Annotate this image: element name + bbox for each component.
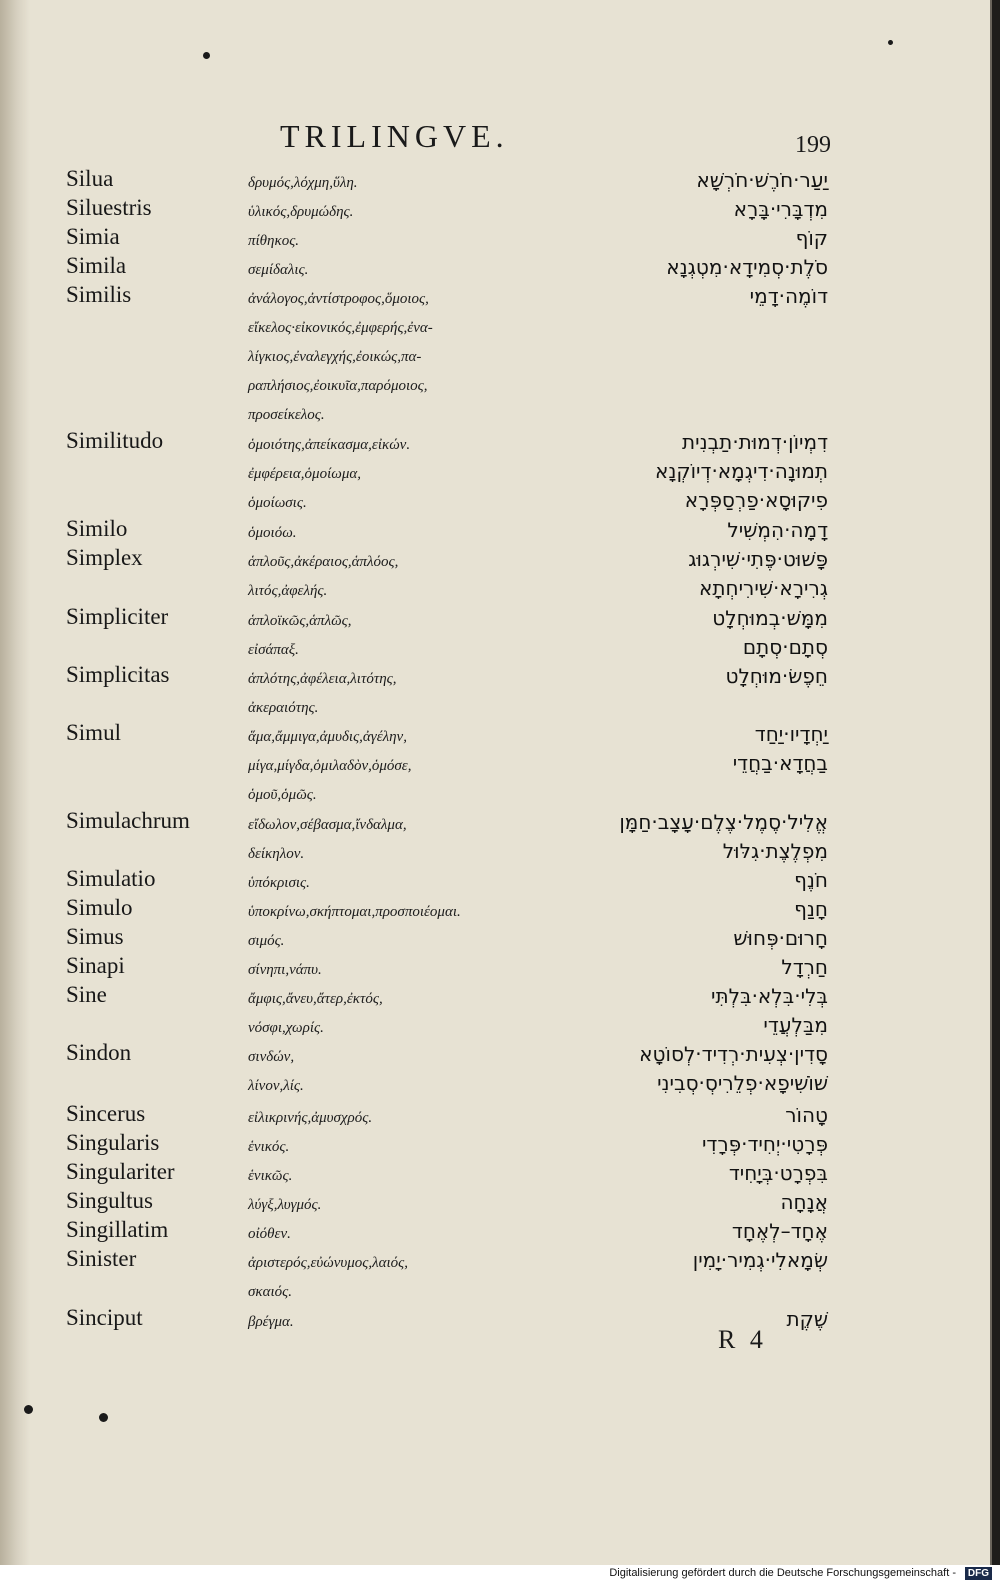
hebrew-equivalents xyxy=(711,982,828,1040)
latin-headword: Simia xyxy=(66,224,120,249)
latin-headword: Sine xyxy=(66,982,107,1007)
hebrew-equivalents xyxy=(733,720,828,778)
hebrew-line: יַעַר·חֹרֶשׁ·חֹרְשָׁא xyxy=(696,168,828,192)
hebrew-line: מִדְבָּרִי·בָּרָא xyxy=(733,197,828,221)
hebrew-line: פִיקוּסָא·פַרְסַפְּרָא xyxy=(684,488,828,512)
page-number: 199 xyxy=(795,132,831,158)
greek-line: προσείκελος. xyxy=(248,407,325,423)
greek-line: ὁμοῦ,ὁμῶς. xyxy=(248,787,317,803)
hebrew-line: מִמָּשׁ·בְמוּחְלָט xyxy=(712,606,828,630)
greek-equivalents xyxy=(248,169,358,198)
greek-equivalents xyxy=(248,431,410,518)
greek-line: λύγξ,λυγμός. xyxy=(248,1197,322,1213)
greek-line: ἄμφις,ἄνευ,ἄτερ,ἐκτός, xyxy=(248,991,383,1007)
hebrew-equivalents xyxy=(655,428,828,515)
hebrew-equivalents xyxy=(702,1130,828,1159)
hebrew-line: סָדִין·צְעִית·רְדִיד·לְסוֹטָא xyxy=(639,1042,828,1066)
greek-equivalents xyxy=(248,956,322,985)
greek-equivalents xyxy=(248,519,297,548)
hebrew-equivalents xyxy=(785,1101,828,1130)
hebrew-line: חֵפֶשׂ·מוּחְלָט xyxy=(725,664,828,688)
hebrew-equivalents xyxy=(786,1305,828,1334)
hebrew-line: דוֹמֶה·דָמֵי xyxy=(749,284,828,308)
greek-line: σιμός. xyxy=(248,933,285,949)
greek-line: δείκηλον. xyxy=(248,846,305,862)
running-head: TRILINGVE. xyxy=(280,118,509,154)
greek-equivalents xyxy=(248,256,308,285)
greek-line: εἴδωλον,σέβασμα,ἴνδαλμα, xyxy=(248,817,407,833)
hebrew-line: סְתָם·סְתָם xyxy=(742,635,828,659)
greek-equivalents xyxy=(248,723,411,810)
latin-headword: Simila xyxy=(66,253,127,278)
hebrew-line: סֹלֶת·סְמִידָא·מִטְגְנָא xyxy=(666,255,828,279)
hebrew-equivalents xyxy=(727,516,828,545)
greek-line: νόσφι,χωρίς. xyxy=(248,1020,324,1036)
greek-line: δρυμός,λόχμη,ὕλη. xyxy=(248,175,358,191)
hebrew-equivalents xyxy=(619,808,828,866)
greek-equivalents xyxy=(248,1162,292,1191)
latin-headword: Simplex xyxy=(66,545,143,570)
hebrew-equivalents xyxy=(750,282,828,311)
greek-equivalents xyxy=(248,227,299,256)
greek-line: σκαιός. xyxy=(248,1284,292,1300)
greek-line: ραπλήσιος,ἐοικυῖα,παρόμοιος, xyxy=(248,378,428,394)
hebrew-line: גְרִירָא·שִׁירִיחְתָא xyxy=(698,576,828,600)
hebrew-line: בְּלִי·בִּלְא·בִּלְתִּי xyxy=(711,984,828,1008)
hebrew-line: אֱלִיל·סֶמֶל·צֶלֶם·עָצָב·חַמָּן xyxy=(619,810,828,834)
greek-line: σεμίδαλις. xyxy=(248,262,309,278)
signature-mark: R 4 xyxy=(718,1325,767,1354)
hebrew-line: בִּפְרָט·בְּיָחִיד xyxy=(728,1161,828,1185)
hebrew-equivalents xyxy=(733,924,828,953)
greek-line: εἰλικρινής,ἀμυσχρός. xyxy=(248,1110,373,1126)
greek-equivalents xyxy=(248,1104,372,1133)
hebrew-line: מִפְלֶצֶת·גִלּוּל xyxy=(722,839,828,863)
hebrew-line: אֶחָד–לְאֶחָד xyxy=(731,1219,828,1243)
hebrew-equivalents xyxy=(781,953,828,982)
hebrew-line: יַחְדָיו·יַחַד xyxy=(754,722,828,746)
greek-line: εἴκελος·εἰκονικός,ἐμφερής,ἐνα- xyxy=(248,320,433,336)
greek-equivalents xyxy=(248,927,284,956)
greek-line: οἰόθεν. xyxy=(248,1226,291,1242)
hebrew-equivalents xyxy=(666,253,828,282)
latin-headword: Similo xyxy=(66,516,128,541)
hebrew-line: טָהוֹר xyxy=(785,1103,828,1127)
hebrew-equivalents xyxy=(688,545,828,603)
hebrew-line: שְׂמָאלִי·גְמִיר·יָמִין xyxy=(692,1248,828,1272)
latin-headword: Siluestris xyxy=(66,195,152,220)
latin-headword: Simulo xyxy=(66,895,133,920)
hebrew-line: פָּשׁוּט·פֶּתִי·שִׁירְגוּג xyxy=(688,547,828,571)
greek-equivalents xyxy=(248,285,433,430)
greek-equivalents xyxy=(248,811,407,869)
latin-headword: Sinciput xyxy=(66,1305,143,1330)
greek-line: ἑνικῶς. xyxy=(248,1168,293,1184)
greek-line: λίνον,λίς. xyxy=(248,1078,304,1094)
latin-headword: Simplicitas xyxy=(66,662,170,687)
hebrew-equivalents xyxy=(794,866,828,895)
greek-equivalents xyxy=(248,869,310,898)
hebrew-line: חַרְדָל xyxy=(781,955,828,979)
greek-equivalents xyxy=(248,1133,289,1162)
greek-equivalents xyxy=(248,1249,408,1307)
hebrew-line: שׁוֹשִׁיפָא·פְלֵרִיסְ·סְבִינִי xyxy=(657,1071,828,1095)
latin-headword: Similis xyxy=(66,282,132,307)
hebrew-equivalents xyxy=(693,1246,828,1275)
hebrew-equivalents xyxy=(639,1040,828,1098)
greek-line: μίγα,μίγδα,ὁμιλαδὸν,ὁμόσε, xyxy=(248,758,412,774)
greek-line: ἀνάλογος,ἀντίστροφος,ὅμοιος, xyxy=(248,291,429,307)
latin-headword: Singillatim xyxy=(66,1217,169,1242)
latin-headword: Sincerus xyxy=(66,1101,146,1126)
greek-equivalents xyxy=(248,607,352,665)
greek-line: ἁπλοϊκῶς,ἁπλῶς, xyxy=(248,613,352,629)
latin-headword: Silua xyxy=(66,166,114,191)
hebrew-equivalents xyxy=(732,1217,828,1246)
greek-line: εἰσάπαξ. xyxy=(248,642,299,658)
greek-equivalents xyxy=(248,548,398,606)
greek-line: λιτός,ἀφελής. xyxy=(248,583,328,599)
hebrew-line: קוֹף xyxy=(795,226,828,250)
greek-line: ἅμα,ἄμμιγα,ἀμυδις,ἀγέλην, xyxy=(248,729,407,745)
greek-line: ἁπλοῦς,ἀκέραιος,ἁπλόος, xyxy=(248,554,399,570)
greek-line: ἀριστερός,εὐώνυμος,λαιός, xyxy=(248,1255,408,1271)
hebrew-equivalents xyxy=(794,895,828,924)
hebrew-line: אֲנָחָה xyxy=(780,1190,828,1214)
hebrew-equivalents xyxy=(729,1159,828,1188)
hebrew-line: חָנַף xyxy=(794,897,828,921)
hebrew-equivalents xyxy=(734,195,828,224)
latin-headword: Similitudo xyxy=(66,428,164,453)
latin-headword: Simus xyxy=(66,924,124,949)
latin-headword: Singularis xyxy=(66,1130,160,1155)
greek-equivalents xyxy=(248,1043,304,1101)
hebrew-equivalents xyxy=(712,604,828,662)
greek-line: ὑλικός,δρυμώδης. xyxy=(248,204,354,220)
latin-headword: Sindon xyxy=(66,1040,132,1065)
funding-credit: Digitalisierung gefördert durch die Deutsche Forschungsgemeinschaft - xyxy=(609,1567,956,1579)
hebrew-equivalents xyxy=(725,662,828,691)
hebrew-line: תְמוּנָה·דִיגְמָא·דְיוֹקְנָא xyxy=(655,459,828,483)
hebrew-line: פְּרָטִי·יְחִיד·פְּרָדִי xyxy=(701,1132,828,1156)
hebrew-equivalents xyxy=(696,166,828,195)
hebrew-line: חֹנֶף xyxy=(794,868,828,892)
latin-headword: Sinapi xyxy=(66,953,125,978)
greek-line: ὁμοίωσις. xyxy=(248,495,307,511)
greek-equivalents xyxy=(248,985,383,1043)
greek-equivalents xyxy=(248,1308,294,1337)
hebrew-equivalents xyxy=(780,1188,828,1217)
greek-line: ἐμφέρεια,ὁμοίωμα, xyxy=(248,466,361,482)
latin-headword: Singulariter xyxy=(66,1159,175,1184)
greek-equivalents xyxy=(248,1191,321,1220)
latin-headword: Simulatio xyxy=(66,866,156,891)
greek-equivalents xyxy=(248,198,353,227)
greek-line: λίγκιος,ἐναλεγχής,ἐοικώς,πα- xyxy=(248,349,422,365)
greek-line: σίνηπι,νάπυ. xyxy=(248,962,322,978)
latin-headword: Simulachrum xyxy=(66,808,190,833)
greek-line: ὁμοιότης,ἀπείκασμα,εἰκών. xyxy=(248,437,411,453)
greek-line: σινδών, xyxy=(248,1049,295,1065)
latin-headword: Singultus xyxy=(66,1188,153,1213)
greek-equivalents xyxy=(248,1220,291,1249)
hebrew-equivalents xyxy=(796,224,828,253)
hebrew-line: בַחֲדָא·בַחֲדֵי xyxy=(732,751,828,775)
latin-headword: Simul xyxy=(66,720,121,745)
latin-headword: Simpliciter xyxy=(66,604,169,629)
hebrew-line: דִמְיוֹן·דְמוּת·תַבְנִית xyxy=(681,430,828,454)
greek-line: πίθηκος. xyxy=(248,233,300,249)
greek-equivalents xyxy=(248,665,397,723)
greek-line: ἑνικός. xyxy=(248,1139,290,1155)
latin-headword: Sinister xyxy=(66,1246,137,1271)
dfg-logo: DFG xyxy=(965,1567,992,1580)
greek-line: ὁμοιόω. xyxy=(248,525,297,541)
hebrew-line: חָרוּם·פְּחוּשׁ xyxy=(733,926,828,950)
hebrew-line: שֶׁקֶת xyxy=(786,1307,828,1331)
greek-equivalents xyxy=(248,898,461,927)
greek-line: βρέγμα. xyxy=(248,1314,294,1330)
greek-line: ἀκεραιότης. xyxy=(248,700,319,716)
greek-line: ὑπόκρισις. xyxy=(248,875,310,891)
greek-line: ὑποκρίνω,σκήπτομαι,προσποιέομαι. xyxy=(248,904,461,920)
hebrew-line: דָמָה·הִמְשִׁיל xyxy=(727,518,828,542)
hebrew-line: מִבַּלְעֲדֵי xyxy=(763,1013,828,1037)
greek-line: ἁπλότης,ἀφέλεια,λιτότης, xyxy=(248,671,397,687)
